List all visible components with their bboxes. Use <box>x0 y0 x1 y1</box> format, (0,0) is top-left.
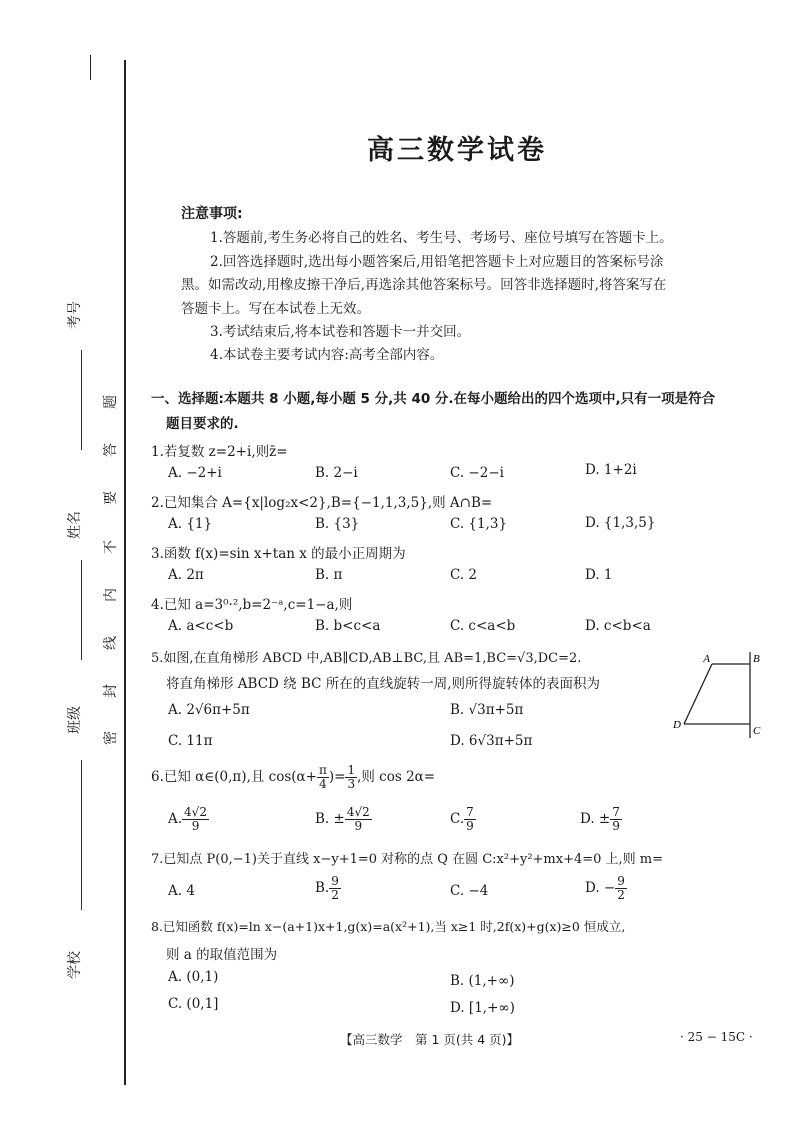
q7-option-b: B. $\frac{9}{2}$ <box>315 874 339 902</box>
seal-char-6: 线 <box>103 636 119 650</box>
q3-option-a: A. 2π <box>168 567 204 583</box>
name-underline <box>81 560 82 660</box>
q5-option-a: A. 2√6π+5π <box>168 702 250 718</box>
q8-option-a: A. (0,1) <box>168 969 219 985</box>
q5-option-c: C. 11π <box>168 733 213 749</box>
q7-stem: 7.已知点 P(0,−1)关于直线 x−y+1=0 对称的点 Q 在圆 C:x²+y²+mx+4=0 上,则 m= <box>151 852 664 867</box>
seal-char-7: 封 <box>103 684 119 698</box>
name-label: 姓名 <box>67 511 83 539</box>
q6-option-c: C. $\frac{7}{9}$ <box>450 805 474 833</box>
q2-option-d: D. {1,3,5} <box>585 515 656 531</box>
binding-line-main <box>124 60 126 1085</box>
q2-option-b: B. {3} <box>315 516 360 532</box>
seal-char-1: 题 <box>103 395 119 409</box>
q5-option-b: B. √3π+5π <box>450 702 524 718</box>
q4-option-d: D. c<b<a <box>585 618 651 634</box>
q1-option-d: D. 1+2i <box>585 462 637 478</box>
page-title: 高三数学试卷 <box>367 135 547 166</box>
notes-item-3: 3.考试结束后,将本试卷和答题卡一并交回。 <box>210 324 471 340</box>
q8-stem-line2: 则 a 的取值范围为 <box>166 947 278 963</box>
q1-option-b: B. 2−i <box>315 465 358 481</box>
q7-option-a: A. 4 <box>168 883 195 899</box>
q3-stem: 3.函数 f(x)=sin x+tan x 的最小正周期为 <box>151 546 406 562</box>
notes-item-2: 2.回答选择题时,选出每小题答案后,用铅笔把答题卡上对应题目的答案标号涂 <box>210 254 664 270</box>
q7-option-c: C. −4 <box>450 883 489 899</box>
class-underline <box>81 760 82 910</box>
q4-option-b: B. b<c<a <box>315 618 381 634</box>
section1-heading: 一、选择题:本题共 8 小题,每小题 5 分,共 40 分.在每小题给出的四个选项中,只有一项是符合 <box>151 391 716 407</box>
notes-item-2-cont2: 答题卡上。写在本试卷上无效。 <box>181 301 370 317</box>
q6-option-a: A. $\frac{4√2}{9}$ <box>168 805 207 833</box>
q5-stem-line2: 将直角梯形 ABCD 绕 BC 所在的直线旋转一周,则所得旋转体的表面积为 <box>166 676 601 692</box>
q5-label-a: A <box>703 653 710 665</box>
section1-heading-cont: 题目要求的. <box>166 416 239 432</box>
exam-no-label: 考号 <box>67 301 83 329</box>
q1-stem: 1.若复数 z=2+i,则z̄= <box>151 444 288 460</box>
q5-trapezoid-figure <box>664 648 770 744</box>
q3-option-d: D. 1 <box>585 567 613 583</box>
notes-item-2-cont: 黑。如需改动,用橡皮擦干净后,再选涂其他答案标号。回答非选择题时,将答案写在 <box>181 277 667 293</box>
q1-option-c: C. −2−i <box>450 465 504 481</box>
q7-option-d: D. − $\frac{9}{2}$ <box>585 874 625 902</box>
q6-option-b: B. ± $\frac{4√2}{9}$ <box>315 805 370 833</box>
seal-char-3: 要 <box>103 491 119 505</box>
seal-char-2: 答 <box>103 443 119 457</box>
q6-frac-one-third: $\frac{1}{3}$ <box>347 763 356 791</box>
q8-option-c: C. (0,1] <box>168 996 219 1012</box>
notes-item-4: 4.本试卷主要考试内容:高考全部内容。 <box>210 347 444 363</box>
notes-heading: 注意事项: <box>181 206 243 222</box>
notes-item-1: 1.答题前,考生务必将自己的姓名、考生号、考场号、座位号填写在答题卡上。 <box>210 230 673 246</box>
seal-char-8: 密 <box>103 731 119 745</box>
q5-label-d: D <box>673 719 681 731</box>
footer-code: · 25 − 15C · <box>680 1030 753 1044</box>
q3-option-c: C. 2 <box>450 567 478 583</box>
q3-option-b: B. π <box>315 567 343 583</box>
q6-frac-pi-over-4: $\frac{\pi}{4}$ <box>318 763 327 791</box>
q5-label-b: B <box>753 653 760 665</box>
q4-option-a: A. a<c<b <box>168 618 234 634</box>
binding-line-left <box>90 55 91 80</box>
class-label: 班级 <box>67 706 83 734</box>
school-label: 学校 <box>67 951 83 979</box>
exam-no-underline <box>81 350 82 450</box>
q8-option-b: B. (1,+∞) <box>450 973 515 989</box>
q6-stem-pre: 6.已知 α∈(0,π),且 cos(α+ <box>151 769 317 785</box>
q4-stem: 4.已知 a=3⁰·²,b=2⁻ᵃ,c=1−a,则 <box>151 597 353 613</box>
q6-option-d: D. ± $\frac{7}{9}$ <box>580 805 620 833</box>
q5-label-c: C <box>753 725 761 737</box>
page-footer: 【高三数学 第 1 页(共 4 页)】 <box>340 1032 520 1047</box>
q6-stem-post: ,则 cos 2α= <box>357 769 436 785</box>
q6-stem <box>151 762 435 792</box>
q8-stem-line1: 8.已知函数 f(x)=ln x−(a+1)x+1,g(x)=a(x²+1),当 x≥1 时,2f(x)+g(x)≥0 恒成立, <box>151 919 626 934</box>
q2-stem: 2.已知集合 A={x|log₂x<2},B={−1,1,3,5},则 A∩B= <box>151 495 493 511</box>
q6-stem-mid: )= <box>328 769 346 785</box>
seal-char-5: 内 <box>103 588 119 602</box>
q2-option-c: C. {1,3} <box>450 516 508 532</box>
q4-option-c: C. c<a<b <box>450 618 516 634</box>
seal-char-4: 不 <box>103 540 119 554</box>
q2-option-a: A. {1} <box>168 516 213 532</box>
q5-option-d: D. 6√3π+5π <box>450 733 533 749</box>
q5-edge-ad <box>684 664 712 724</box>
q8-option-d: D. [1,+∞) <box>450 1000 515 1016</box>
q1-option-a: A. −2+i <box>168 465 222 481</box>
q5-stem-line1: 5.如图,在直角梯形 ABCD 中,AB∥CD,AB⊥BC,且 AB=1,BC=√3,DC=2. <box>151 651 582 666</box>
